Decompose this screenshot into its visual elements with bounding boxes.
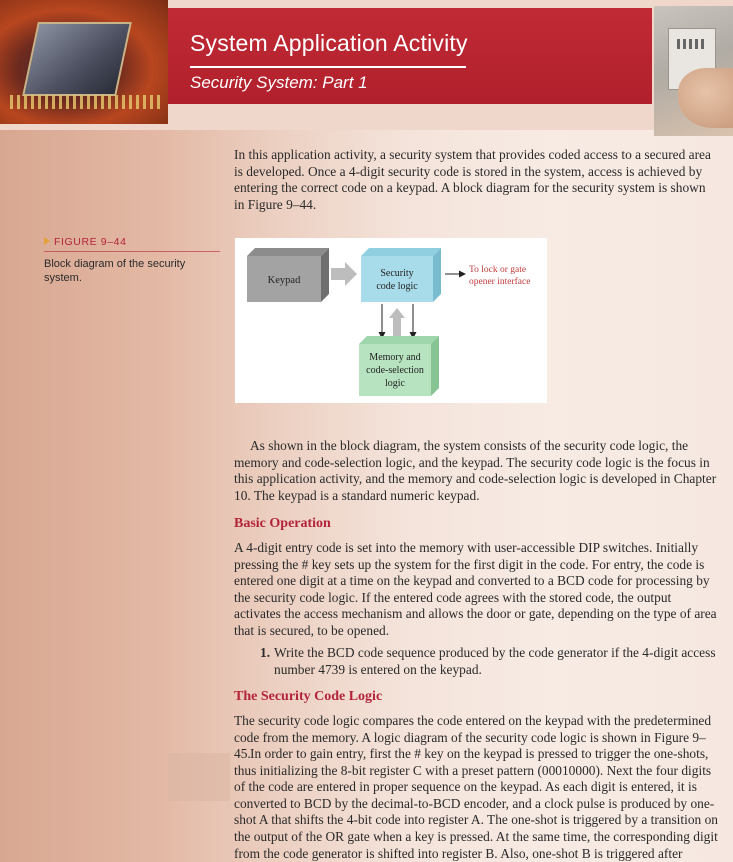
memory-block-label-2: code-selection (366, 365, 424, 376)
chip-pins-shape (10, 95, 160, 109)
keypad-to-security-arrow (331, 262, 357, 286)
keypad-hand-photo (654, 6, 733, 136)
basic-operation-heading: Basic Operation (234, 516, 331, 531)
figure-caption: Block diagram of the security system. (44, 258, 186, 284)
banner-divider (190, 66, 466, 68)
figure-marker-icon (44, 237, 50, 245)
memory-code-selection-block (359, 336, 439, 396)
security-block-label-2: code logic (376, 281, 418, 292)
question-text: Write the BCD code sequence produced by the code generator if the 4-digit access number 4739 is entered on the keypad. (274, 645, 716, 677)
margin-shade (168, 753, 230, 801)
block-diagram-svg (235, 238, 547, 403)
security-block-face (361, 256, 433, 302)
security-logic-paragraph-1: The security code logic compares the code entered on the keypad with the predetermined code from the memory. A logic diagram of the security code logic is shown in Figure 9–45. (234, 713, 712, 762)
figure-label-rule (44, 251, 220, 252)
figure-label (44, 236, 127, 248)
output-label-1: To lock or gate (469, 265, 527, 275)
output-label-2: opener interface (469, 277, 531, 287)
question-number: 1. (260, 645, 271, 660)
security-code-logic-heading: The Security Code Logic (234, 689, 383, 704)
banner-subtitle: Security System: Part 1 (190, 73, 368, 92)
hand-shape (678, 68, 733, 128)
figure-label-text: FIGURE 9–44 (54, 236, 127, 248)
keypad-block-label: Keypad (267, 275, 301, 286)
security-logic-paragraph-2: In order to gain entry, first the # key on the keypad is pressed to trigger the one-shots, thus initializing the 8-bit register C with a preset pattern (00010000). Next the four digits of the code are entered in proper sequence on the keypad. As each digit is entered, it is converted to BCD by the decimal-to-BCD encoder, and a clock pulse is produced by one-shot A that shifts the 4-bit code into register A. The one-shot is triggered by a transition on the output of the OR gate when a key is pressed. At the same time, the corresponding digit from the code generator is shifted into register B. Also, one-shot B is triggered after (234, 746, 718, 861)
security-code-logic-block (361, 248, 441, 302)
memory-block-label-1: Memory and (369, 352, 421, 363)
overview-paragraph: As shown in the block diagram, the system consists of the security code logic, the memory and code-selection logic, and the keypad. The security code logic is the focus in this application activity, and the memory and code-selection logic is developed in Chapter 10. The keypad is a standard numeric keypad. (234, 438, 717, 503)
basic-operation-paragraph: A 4-digit entry code is set into the memory with user-accessible DIP switches. Initially pressing the # key sets up the system for the first digit in the code. For entry, the code is entered one digit at a time on the keypad and converted to a BCD code for processing by the security code logic. If the entered code agrees with the stored code, the output activates the access mechanism and allows the door or gate, depending on the type of area that is secured, to be opened. (234, 540, 717, 638)
security-block-label-1: Security (380, 268, 414, 279)
memory-block-label-3: logic (385, 378, 405, 389)
microchip-photo (0, 0, 168, 124)
chip-die-shape (22, 22, 132, 96)
question-1 (260, 645, 718, 678)
keypad-block (247, 248, 329, 302)
banner-title: System Application Activity (190, 30, 468, 56)
intro-paragraph: In this application activity, a security system that provides coded access to a secured area is developed. Once a 4-digit security code is stored in the system, access is achieved by entering the correct code on a keypad. A block diagram for the security system is shown in Figure 9–44. (234, 147, 711, 212)
block-diagram (235, 238, 547, 403)
chapter-banner (0, 0, 733, 130)
